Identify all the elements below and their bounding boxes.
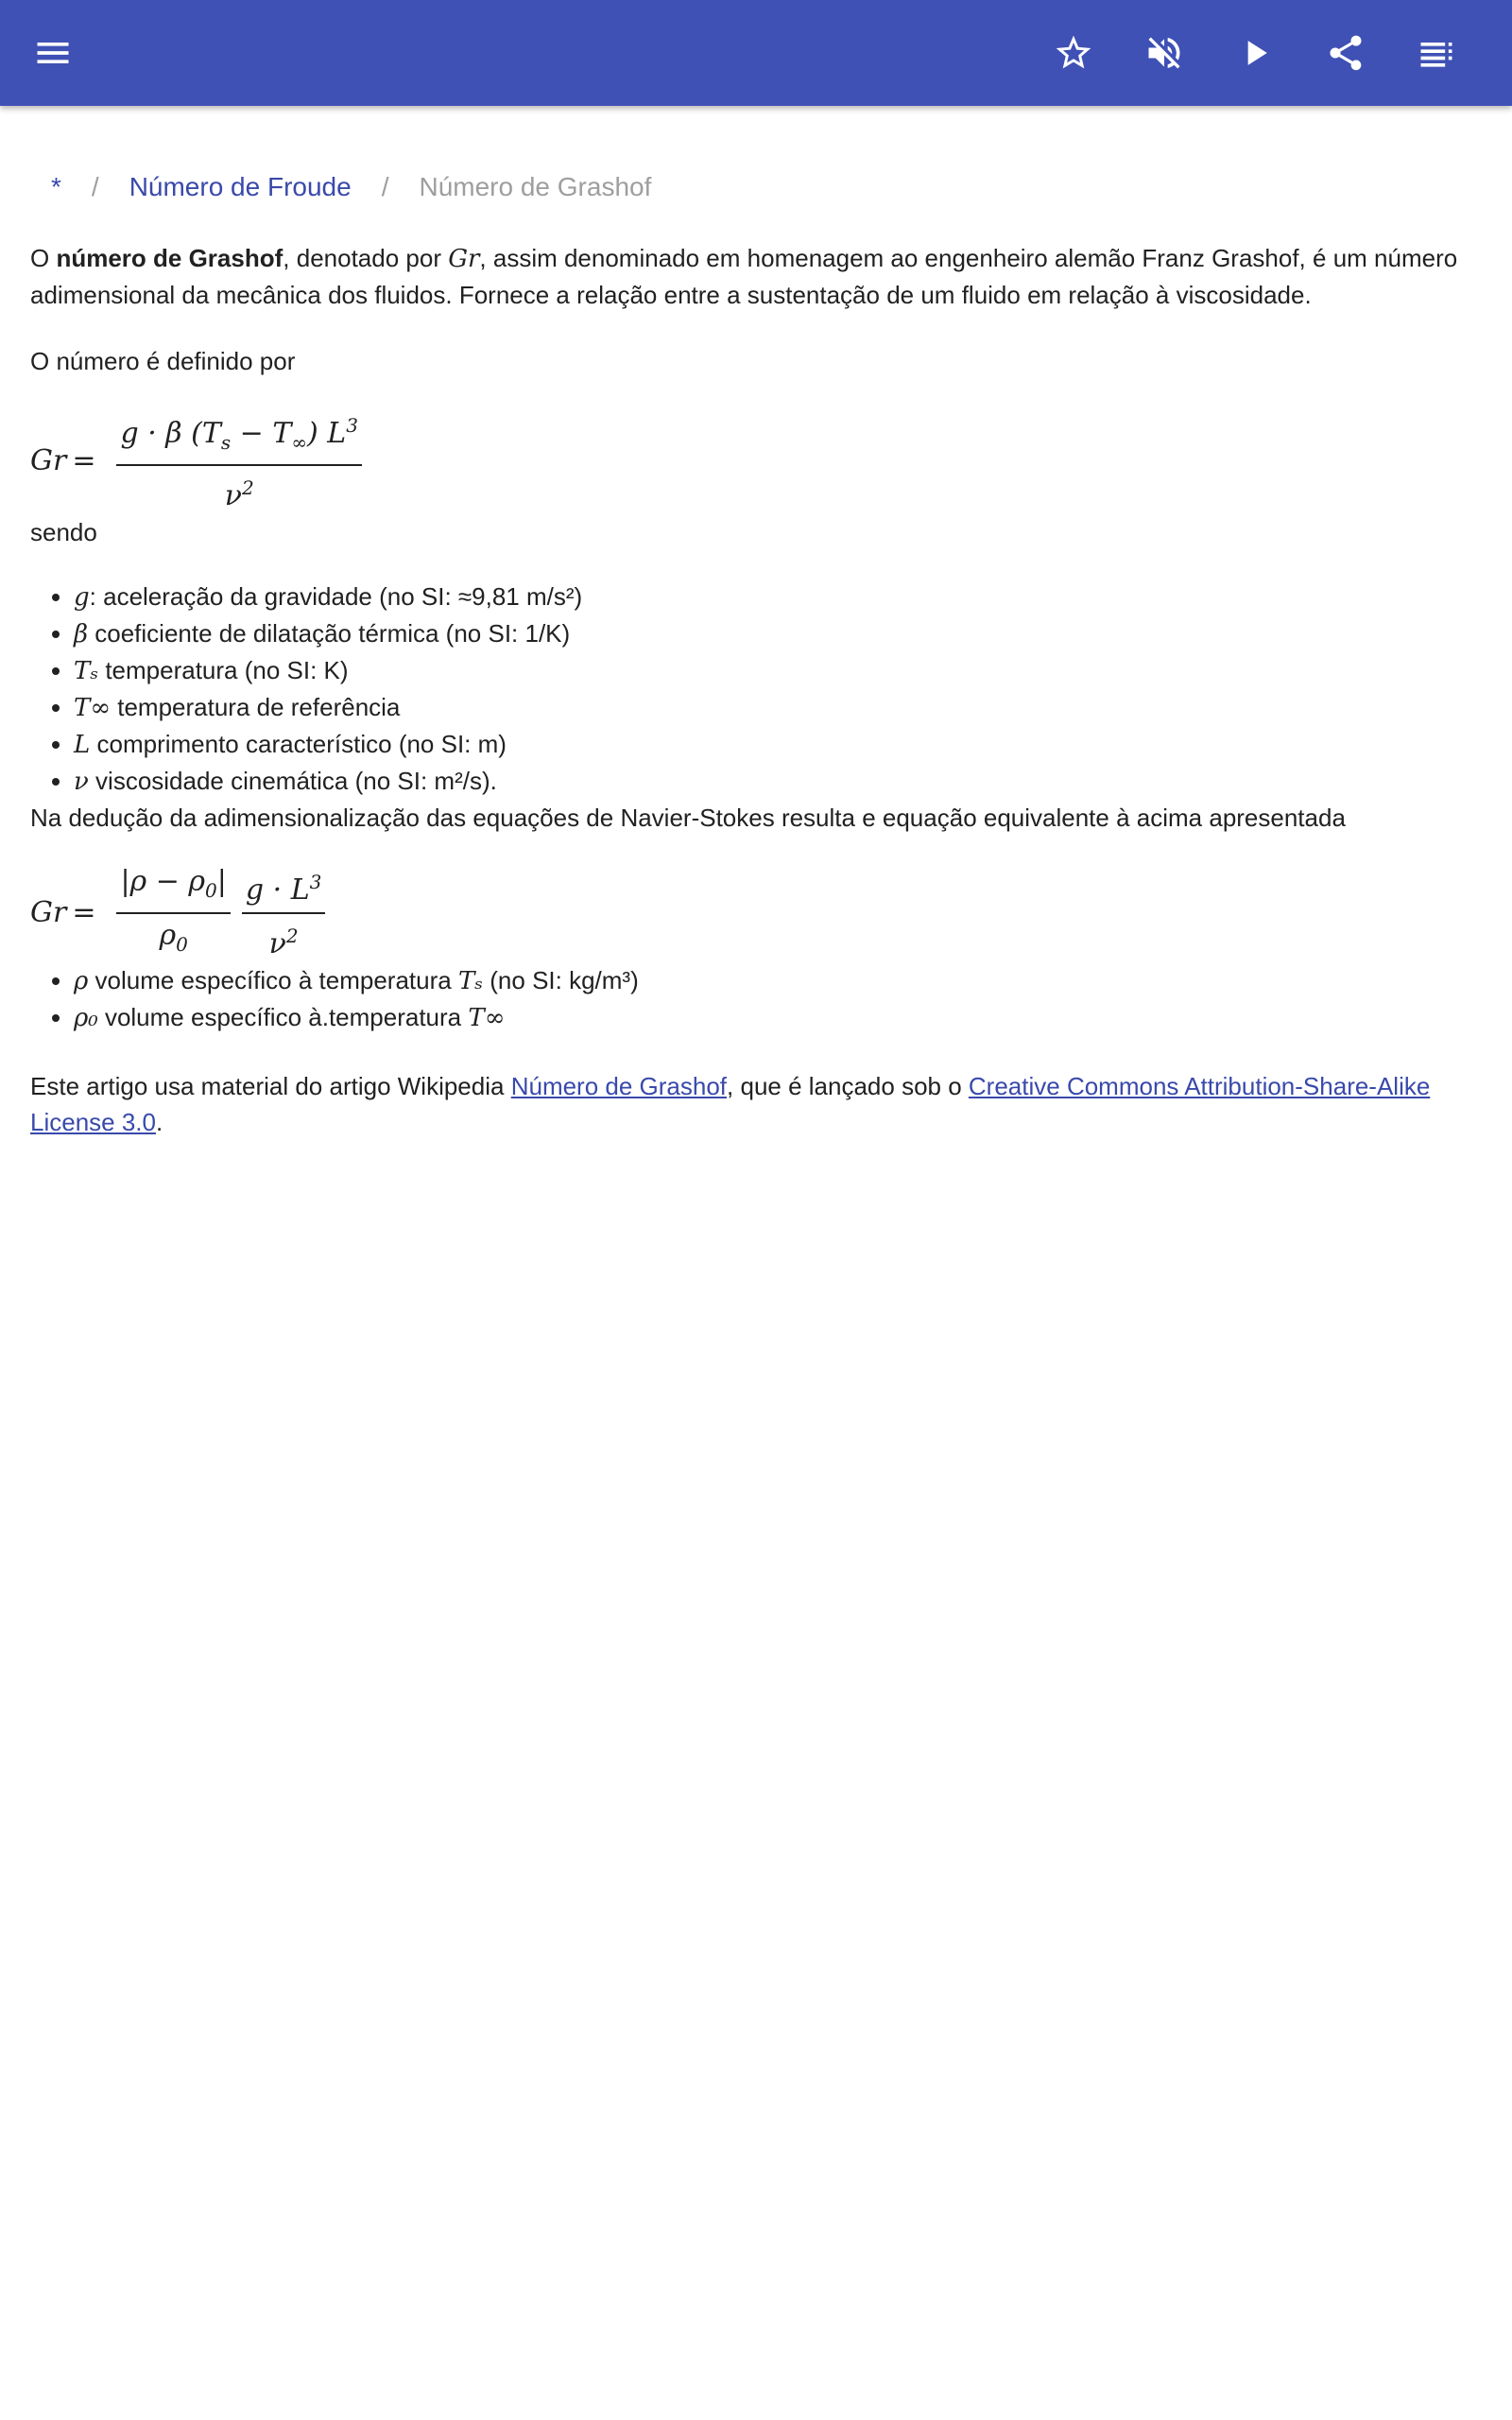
license-text: . [155,1108,163,1136]
variable-symbol: g [74,583,90,612]
intro-text: , assim denominado em homenagem ao engenheiro alemão Franz Grashof, é um número adimensional da mecânica dos fluidos. Fornece a relação entre a sustentação de um fluido em relação à viscosidade. [30,244,1458,309]
sendo-text: sendo [30,518,97,546]
variable-description: temperatura (no SI: K) [98,656,349,684]
wikipedia-article-link[interactable]: Número de Grashof [510,1072,728,1100]
intro-text: O [30,244,57,272]
list-item [74,579,1482,615]
grashof-formula-alt: Gr = $\frac{|\rho - \rho_0|}{\rho_0}$ $\frac{g \cdot L^3}{\nu^2}$ [30,864,1482,962]
variable-symbol: Tₛ [74,657,99,685]
star-icon [1053,32,1094,74]
breadcrumb-separator: / [91,172,99,201]
list-item [74,652,1482,689]
breadcrumb [51,151,1482,223]
variable-description: temperatura de referência [111,693,401,721]
breadcrumb-home[interactable]: * [51,172,61,201]
intro-paragraph [30,240,1482,313]
license-link[interactable]: Creative Commons Attribution-Share-Alike License 3.0 [30,1072,1431,1136]
volume-off-icon [1143,32,1185,74]
variable-description: volume específico à.temperatura [97,1003,469,1031]
list-item [74,999,1482,1036]
variable-description: coeficiente de dilatação térmica (no SI: 1/K) [88,619,571,648]
list-item [74,615,1482,652]
variable-description: volume específico à temperatura [88,966,458,994]
list-item [74,962,1482,999]
variables-list [30,579,1482,800]
intro-text: , denotado por [283,244,449,272]
variable-symbol: Tₛ [457,967,484,995]
variable-symbol: T∞ [74,694,111,722]
variable-symbol: ν [74,768,89,796]
play-button[interactable] [1228,26,1281,79]
variable-description: : aceleração da gravidade (no SI: ≈9,81 m/s²) [89,582,583,611]
list-item [74,763,1482,800]
app-bar [0,0,1512,106]
playlist-icon [1416,32,1457,74]
variable-symbol: ρ₀ [74,1004,98,1032]
menu-icon [32,32,74,74]
article-content [30,151,1482,1140]
share-icon [1325,32,1366,74]
variable-symbol: β [74,620,89,648]
breadcrumb-parent[interactable]: Número de Froude [129,172,352,201]
variable-description: viscosidade cinemática (no SI: m²/s). [88,767,497,795]
share-button[interactable] [1319,26,1372,79]
variables-list-2 [30,962,1482,1036]
play-icon [1234,32,1276,74]
grashof-formula: Gr = $\frac{g \cdot \beta (T_s - T_\infty) L^3}{\nu^2}$ [30,407,1482,514]
license-text: , que é lançado sob o [727,1072,969,1100]
definition-intro: O número é definido por [30,347,296,375]
navier-stokes-paragraph: Na dedução da adimensionalização das equações de Navier-Stokes resulta e equação equivalente à acima apresentada [30,804,1346,832]
contents-button[interactable] [1410,26,1463,79]
license-text: Este artigo usa material do artigo Wikipedia [30,1072,511,1100]
variable-description: comprimento característico (no SI: m) [90,730,507,758]
intro-term: número de Grashof [56,244,284,272]
variable-symbol: T∞ [468,1004,506,1032]
grashof-symbol: Gr [448,245,480,273]
variable-symbol: L [74,731,91,759]
list-item [74,689,1482,726]
breadcrumb-current: Número de Grashof [419,172,652,201]
list-item [74,726,1482,763]
breadcrumb-separator: / [381,172,389,201]
mute-button[interactable] [1138,26,1191,79]
variable-description: (no SI: kg/m³) [483,966,639,994]
variable-symbol: ρ [74,967,89,995]
favorite-button[interactable] [1047,26,1100,79]
menu-button[interactable] [26,26,79,79]
license-note [30,1068,1482,1140]
